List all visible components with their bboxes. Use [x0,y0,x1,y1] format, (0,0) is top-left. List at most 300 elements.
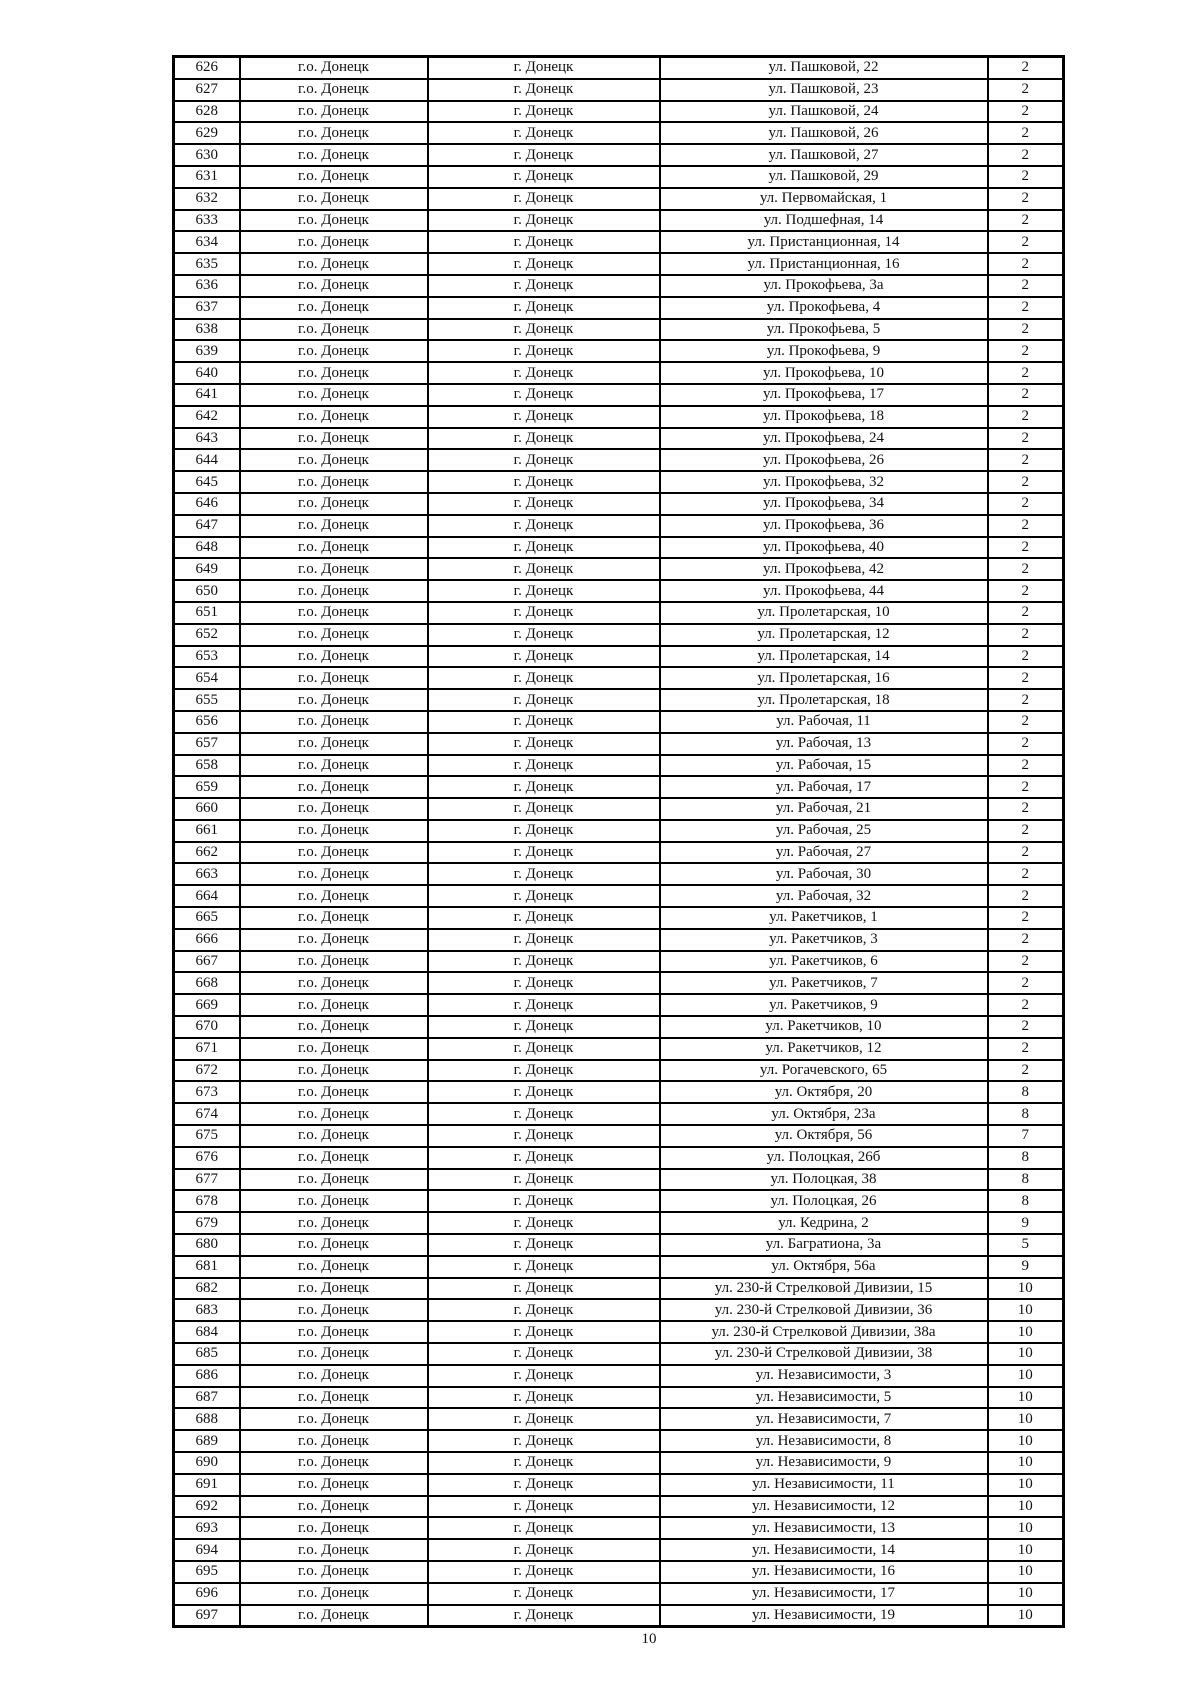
address-cell: ул. Пристанционная, 14 [660,231,988,253]
district-cell: г.о. Донецк [240,994,428,1016]
district-cell: г.о. Донецк [240,253,428,275]
settlement-cell: г. Донецк [428,79,660,101]
address-cell: ул. Ракетчиков, 12 [660,1038,988,1060]
row-number-cell: 646 [174,493,240,515]
address-cell: ул. Ракетчиков, 1 [660,907,988,929]
row-number-cell: 681 [174,1256,240,1278]
table-row [174,493,1064,515]
count-cell: 2 [988,580,1064,602]
district-cell: г.о. Донецк [240,428,428,450]
row-number-cell: 635 [174,253,240,275]
table-row [174,733,1064,755]
district-cell: г.о. Донецк [240,275,428,297]
table-row [174,1474,1064,1496]
row-number-cell: 643 [174,428,240,450]
table-row [174,428,1064,450]
settlement-cell: г. Донецк [428,231,660,253]
count-cell: 2 [988,624,1064,646]
table-row [174,1343,1064,1365]
count-cell: 2 [988,471,1064,493]
table-row [174,1365,1064,1387]
settlement-cell: г. Донецк [428,602,660,624]
table-row [174,1452,1064,1474]
district-cell: г.о. Донецк [240,144,428,166]
settlement-cell: г. Донецк [428,798,660,820]
row-number-cell: 670 [174,1016,240,1038]
settlement-cell: г. Донецк [428,667,660,689]
row-number-cell: 641 [174,384,240,406]
table-row [174,340,1064,362]
address-cell: ул. 230-й Стрелковой Дивизии, 38а [660,1321,988,1343]
row-number-cell: 667 [174,951,240,973]
district-cell: г.о. Донецк [240,1561,428,1583]
district-cell: г.о. Донецк [240,755,428,777]
count-cell: 2 [988,340,1064,362]
district-cell: г.о. Донецк [240,319,428,341]
settlement-cell: г. Донецк [428,319,660,341]
count-cell: 8 [988,1169,1064,1191]
settlement-cell: г. Донецк [428,1038,660,1060]
row-number-cell: 669 [174,994,240,1016]
district-cell: г.о. Донецк [240,449,428,471]
settlement-cell: г. Донецк [428,428,660,450]
address-cell: ул. Прокофьева, 32 [660,471,988,493]
table-row [174,1430,1064,1452]
row-number-cell: 631 [174,166,240,188]
row-number-cell: 683 [174,1299,240,1321]
table-row [174,537,1064,559]
table-row [174,885,1064,907]
district-cell: г.о. Донецк [240,1365,428,1387]
table-row [174,1212,1064,1234]
table-row [174,1408,1064,1430]
address-cell: ул. 230-й Стрелковой Дивизии, 38 [660,1343,988,1365]
address-cell: ул. Рабочая, 32 [660,885,988,907]
settlement-cell: г. Донецк [428,1190,660,1212]
settlement-cell: г. Донецк [428,776,660,798]
district-cell: г.о. Донецк [240,1539,428,1561]
district-cell: г.о. Донецк [240,340,428,362]
row-number-cell: 685 [174,1343,240,1365]
settlement-cell: г. Донецк [428,515,660,537]
row-number-cell: 640 [174,362,240,384]
count-cell: 2 [988,1038,1064,1060]
address-cell: ул. Независимости, 19 [660,1605,988,1627]
settlement-cell: г. Донецк [428,1016,660,1038]
table-row [174,1517,1064,1539]
address-cell: ул. Пашковой, 22 [660,57,988,79]
count-cell: 9 [988,1256,1064,1278]
table-row [174,994,1064,1016]
settlement-cell: г. Донецк [428,1299,660,1321]
table-row [174,406,1064,428]
address-cell: ул. Рабочая, 21 [660,798,988,820]
district-cell: г.о. Донецк [240,188,428,210]
table-row [174,1038,1064,1060]
count-cell: 9 [988,1212,1064,1234]
row-number-cell: 657 [174,733,240,755]
row-number-cell: 675 [174,1125,240,1147]
address-cell: ул. Независимости, 17 [660,1583,988,1605]
row-number-cell: 668 [174,972,240,994]
row-number-cell: 688 [174,1408,240,1430]
row-number-cell: 626 [174,57,240,79]
page-number: 10 [641,1631,657,1647]
count-cell: 2 [988,319,1064,341]
settlement-cell: г. Донецк [428,558,660,580]
district-cell: г.о. Донецк [240,1605,428,1627]
count-cell: 2 [988,515,1064,537]
row-number-cell: 692 [174,1496,240,1518]
count-cell: 2 [988,929,1064,951]
table-row [174,1234,1064,1256]
count-cell: 10 [988,1430,1064,1452]
settlement-cell: г. Донецк [428,951,660,973]
table-row [174,929,1064,951]
row-number-cell: 673 [174,1081,240,1103]
table-row [174,1147,1064,1169]
settlement-cell: г. Донецк [428,624,660,646]
district-cell: г.о. Донецк [240,624,428,646]
table-row [174,1605,1064,1627]
table-row [174,558,1064,580]
table-row [174,1169,1064,1191]
row-number-cell: 658 [174,755,240,777]
count-cell: 10 [988,1474,1064,1496]
district-cell: г.о. Донецк [240,1299,428,1321]
address-cell: ул. Октября, 23а [660,1103,988,1125]
row-number-cell: 678 [174,1190,240,1212]
address-cell: ул. Независимости, 11 [660,1474,988,1496]
settlement-cell: г. Донецк [428,733,660,755]
settlement-cell: г. Донецк [428,340,660,362]
settlement-cell: г. Донецк [428,210,660,232]
district-cell: г.о. Донецк [240,1103,428,1125]
address-cell: ул. Независимости, 8 [660,1430,988,1452]
district-cell: г.о. Донецк [240,885,428,907]
settlement-cell: г. Донецк [428,1605,660,1627]
row-number-cell: 655 [174,689,240,711]
count-cell: 2 [988,951,1064,973]
settlement-cell: г. Донецк [428,166,660,188]
table-row [174,1016,1064,1038]
row-number-cell: 680 [174,1234,240,1256]
district-cell: г.о. Донецк [240,863,428,885]
district-cell: г.о. Донецк [240,733,428,755]
row-number-cell: 662 [174,842,240,864]
settlement-cell: г. Донецк [428,994,660,1016]
count-cell: 10 [988,1299,1064,1321]
address-cell: ул. Ракетчиков, 10 [660,1016,988,1038]
address-cell: ул. Пролетарская, 14 [660,646,988,668]
count-cell: 2 [988,994,1064,1016]
count-cell: 2 [988,972,1064,994]
table-row [174,515,1064,537]
count-cell: 10 [988,1278,1064,1300]
address-cell: ул. Пашковой, 23 [660,79,988,101]
count-cell: 10 [988,1561,1064,1583]
count-cell: 2 [988,166,1064,188]
district-cell: г.о. Донецк [240,493,428,515]
district-cell: г.о. Донецк [240,1408,428,1430]
district-cell: г.о. Донецк [240,929,428,951]
district-cell: г.о. Донецк [240,297,428,319]
settlement-cell: г. Донецк [428,646,660,668]
row-number-cell: 629 [174,122,240,144]
district-cell: г.о. Донецк [240,515,428,537]
address-cell: ул. Прокофьева, 4 [660,297,988,319]
address-cell: ул. Прокофьева, 3а [660,275,988,297]
count-cell: 2 [988,733,1064,755]
address-cell: ул. Первомайская, 1 [660,188,988,210]
address-cell: ул. Прокофьева, 17 [660,384,988,406]
row-number-cell: 645 [174,471,240,493]
table-row [174,297,1064,319]
district-cell: г.о. Донецк [240,79,428,101]
count-cell: 2 [988,820,1064,842]
address-cell: ул. Прокофьева, 26 [660,449,988,471]
count-cell: 10 [988,1408,1064,1430]
row-number-cell: 674 [174,1103,240,1125]
district-cell: г.о. Донецк [240,580,428,602]
table-row [174,1583,1064,1605]
count-cell: 8 [988,1190,1064,1212]
row-number-cell: 644 [174,449,240,471]
count-cell: 2 [988,210,1064,232]
table-row [174,711,1064,733]
count-cell: 10 [988,1343,1064,1365]
district-cell: г.о. Донецк [240,1387,428,1409]
count-cell: 2 [988,362,1064,384]
address-cell: ул. Рабочая, 27 [660,842,988,864]
count-cell: 2 [988,79,1064,101]
count-cell: 10 [988,1517,1064,1539]
table-row [174,1496,1064,1518]
district-cell: г.о. Донецк [240,1081,428,1103]
address-cell: ул. Независимости, 5 [660,1387,988,1409]
row-number-cell: 690 [174,1452,240,1474]
settlement-cell: г. Донецк [428,1408,660,1430]
settlement-cell: г. Донецк [428,1169,660,1191]
address-cell: ул. Прокофьева, 34 [660,493,988,515]
district-cell: г.о. Донецк [240,558,428,580]
address-cell: ул. 230-й Стрелковой Дивизии, 15 [660,1278,988,1300]
address-cell: ул. Независимости, 16 [660,1561,988,1583]
district-cell: г.о. Донецк [240,972,428,994]
row-number-cell: 661 [174,820,240,842]
count-cell: 2 [988,253,1064,275]
address-cell: ул. Рабочая, 13 [660,733,988,755]
count-cell: 2 [988,1016,1064,1038]
settlement-cell: г. Донецк [428,972,660,994]
address-cell: ул. Пашковой, 24 [660,101,988,123]
district-cell: г.о. Донецк [240,362,428,384]
row-number-cell: 689 [174,1430,240,1452]
count-cell: 2 [988,776,1064,798]
address-cell: ул. Октября, 20 [660,1081,988,1103]
district-cell: г.о. Донецк [240,1234,428,1256]
settlement-cell: г. Донецк [428,1496,660,1518]
district-cell: г.о. Донецк [240,667,428,689]
table-row [174,384,1064,406]
address-table [172,55,1065,1628]
address-cell: ул. Прокофьева, 40 [660,537,988,559]
district-cell: г.о. Донецк [240,842,428,864]
settlement-cell: г. Донецк [428,689,660,711]
district-cell: г.о. Донецк [240,406,428,428]
table-row [174,144,1064,166]
settlement-cell: г. Донецк [428,842,660,864]
table-row [174,166,1064,188]
row-number-cell: 639 [174,340,240,362]
address-cell: ул. Рогачевского, 65 [660,1060,988,1082]
table-row [174,1387,1064,1409]
district-cell: г.о. Донецк [240,907,428,929]
row-number-cell: 684 [174,1321,240,1343]
address-cell: ул. Прокофьева, 18 [660,406,988,428]
count-cell: 2 [988,885,1064,907]
row-number-cell: 648 [174,537,240,559]
district-cell: г.о. Донецк [240,776,428,798]
settlement-cell: г. Донецк [428,57,660,79]
table-row [174,907,1064,929]
district-cell: г.о. Донецк [240,101,428,123]
count-cell: 2 [988,798,1064,820]
settlement-cell: г. Донецк [428,493,660,515]
district-cell: г.о. Донецк [240,1038,428,1060]
address-cell: ул. Независимости, 14 [660,1539,988,1561]
address-cell: ул. Октября, 56а [660,1256,988,1278]
count-cell: 10 [988,1539,1064,1561]
district-cell: г.о. Донецк [240,1496,428,1518]
count-cell: 2 [988,428,1064,450]
settlement-cell: г. Донецк [428,929,660,951]
count-cell: 2 [988,188,1064,210]
count-cell: 10 [988,1387,1064,1409]
table-row [174,188,1064,210]
settlement-cell: г. Донецк [428,863,660,885]
settlement-cell: г. Донецк [428,406,660,428]
count-cell: 10 [988,1321,1064,1343]
count-cell: 2 [988,275,1064,297]
count-cell: 7 [988,1125,1064,1147]
count-cell: 10 [988,1452,1064,1474]
address-cell: ул. Подшефная, 14 [660,210,988,232]
settlement-cell: г. Донецк [428,1365,660,1387]
table-row [174,79,1064,101]
district-cell: г.о. Донецк [240,231,428,253]
count-cell: 2 [988,907,1064,929]
row-number-cell: 653 [174,646,240,668]
settlement-cell: г. Донецк [428,1517,660,1539]
address-cell: ул. Независимости, 9 [660,1452,988,1474]
district-cell: г.о. Донецк [240,471,428,493]
district-cell: г.о. Донецк [240,1125,428,1147]
address-cell: ул. Полоцкая, 38 [660,1169,988,1191]
address-cell: ул. Пашковой, 26 [660,122,988,144]
district-cell: г.о. Донецк [240,1583,428,1605]
district-cell: г.о. Донецк [240,1452,428,1474]
settlement-cell: г. Донецк [428,122,660,144]
table-row [174,210,1064,232]
district-cell: г.о. Донецк [240,1169,428,1191]
table-row [174,755,1064,777]
settlement-cell: г. Донецк [428,537,660,559]
settlement-cell: г. Донецк [428,1256,660,1278]
settlement-cell: г. Донецк [428,907,660,929]
address-cell: ул. Ракетчиков, 3 [660,929,988,951]
count-cell: 2 [988,144,1064,166]
address-cell: ул. Прокофьева, 42 [660,558,988,580]
address-cell: ул. Полоцкая, 26б [660,1147,988,1169]
table-row [174,275,1064,297]
row-number-cell: 632 [174,188,240,210]
count-cell: 10 [988,1365,1064,1387]
table-row [174,624,1064,646]
settlement-cell: г. Донецк [428,384,660,406]
settlement-cell: г. Донецк [428,275,660,297]
row-number-cell: 647 [174,515,240,537]
row-number-cell: 672 [174,1060,240,1082]
count-cell: 2 [988,863,1064,885]
district-cell: г.о. Донецк [240,820,428,842]
row-number-cell: 694 [174,1539,240,1561]
settlement-cell: г. Донецк [428,1474,660,1496]
district-cell: г.о. Донецк [240,384,428,406]
settlement-cell: г. Донецк [428,1234,660,1256]
settlement-cell: г. Донецк [428,1125,660,1147]
count-cell: 2 [988,122,1064,144]
address-cell: ул. Пашковой, 29 [660,166,988,188]
row-number-cell: 663 [174,863,240,885]
address-cell: ул. Кедрина, 2 [660,1212,988,1234]
table-row [174,646,1064,668]
row-number-cell: 654 [174,667,240,689]
settlement-cell: г. Донецк [428,1430,660,1452]
row-number-cell: 649 [174,558,240,580]
settlement-cell: г. Донецк [428,1539,660,1561]
address-cell: ул. Независимости, 7 [660,1408,988,1430]
row-number-cell: 638 [174,319,240,341]
address-cell: ул. Ракетчиков, 6 [660,951,988,973]
count-cell: 5 [988,1234,1064,1256]
address-cell: ул. Рабочая, 15 [660,755,988,777]
count-cell: 2 [988,755,1064,777]
address-cell: ул. Ракетчиков, 9 [660,994,988,1016]
settlement-cell: г. Донецк [428,1278,660,1300]
count-cell: 2 [988,842,1064,864]
table-row [174,1256,1064,1278]
row-number-cell: 642 [174,406,240,428]
count-cell: 10 [988,1605,1064,1627]
address-cell: ул. Пролетарская, 10 [660,602,988,624]
district-cell: г.о. Донецк [240,1278,428,1300]
settlement-cell: г. Донецк [428,471,660,493]
count-cell: 2 [988,689,1064,711]
table-row [174,602,1064,624]
district-cell: г.о. Донецк [240,646,428,668]
district-cell: г.о. Донецк [240,798,428,820]
settlement-cell: г. Донецк [428,1343,660,1365]
count-cell: 2 [988,711,1064,733]
district-cell: г.о. Донецк [240,122,428,144]
count-cell: 10 [988,1496,1064,1518]
district-cell: г.о. Донецк [240,1016,428,1038]
address-cell: ул. Прокофьева, 5 [660,319,988,341]
district-cell: г.о. Донецк [240,166,428,188]
district-cell: г.о. Донецк [240,1060,428,1082]
row-number-cell: 664 [174,885,240,907]
